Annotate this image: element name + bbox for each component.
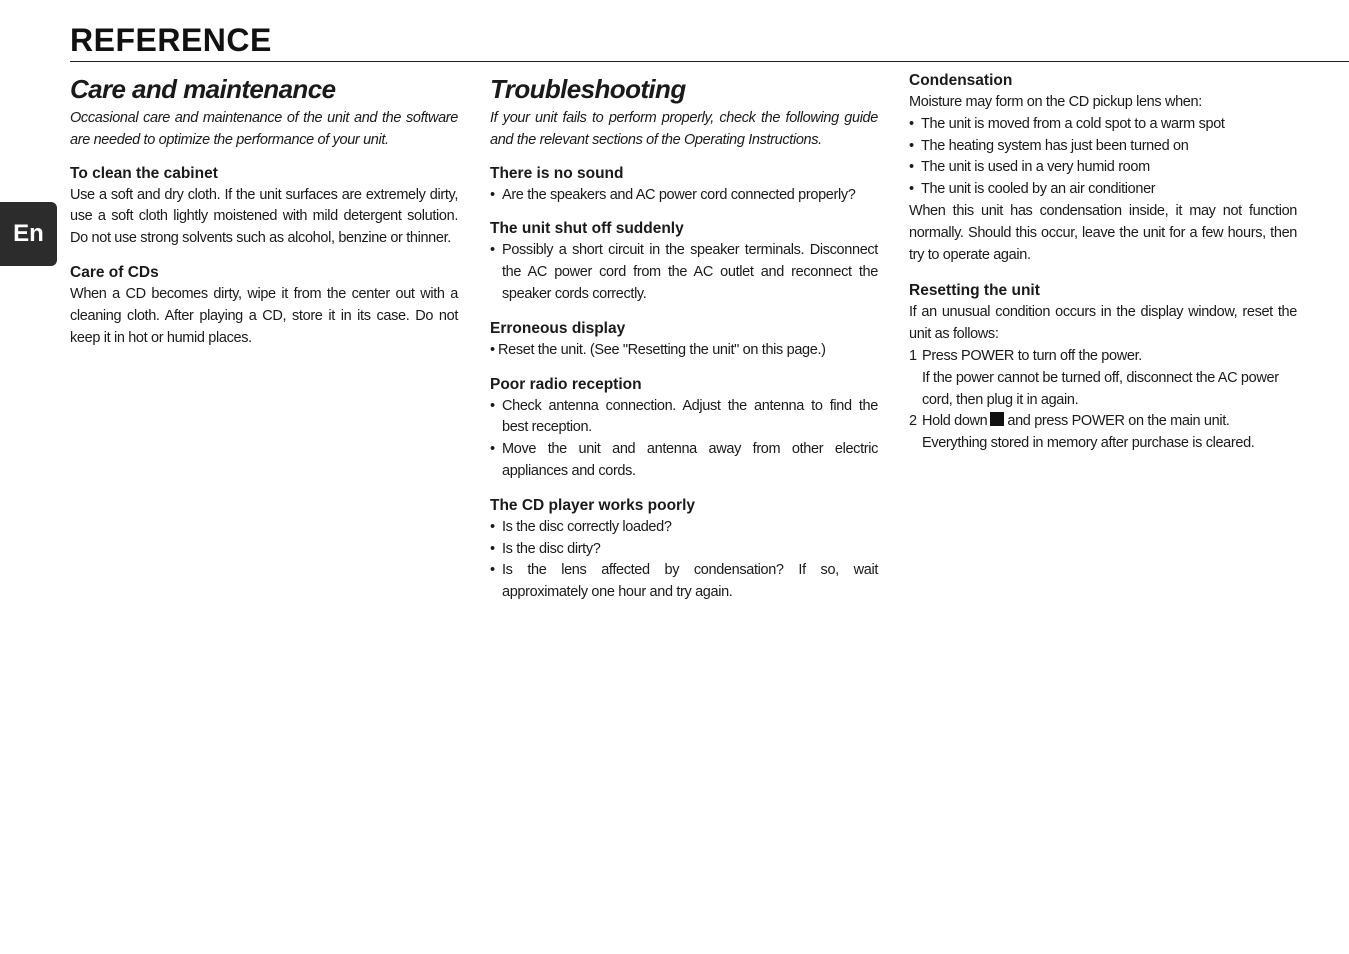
reset-block	[909, 280, 1297, 455]
no-sound-block	[490, 163, 878, 207]
list-item: • Reset the unit. (See "Resetting the unit" on this page.)	[490, 340, 878, 362]
condensation-reset-column	[909, 70, 1297, 467]
bullet: •	[490, 562, 495, 579]
bullet: •	[909, 115, 914, 132]
bullet: •	[490, 540, 495, 557]
reset-heading: Resetting the unit	[909, 282, 1040, 300]
section-title-troubleshooting: Troubleshooting	[490, 74, 686, 104]
title-divider	[70, 61, 1349, 62]
cabinet-heading: To clean the cabinet	[70, 164, 218, 182]
condensation-block	[909, 70, 1297, 266]
radio-heading: Poor radio reception	[490, 375, 642, 393]
bullet: •	[490, 186, 495, 203]
cabinet-block	[70, 163, 458, 250]
section-title-care: Care and maintenance	[70, 74, 336, 104]
care-intro: Occasional care and maintenance of the unit and the software are needed to optimize the performance of your unit.	[70, 110, 458, 148]
bullet: •	[490, 242, 495, 259]
step-number: 2	[909, 413, 917, 430]
no-sound-heading: There is no sound	[490, 164, 624, 182]
bullet: •	[909, 137, 914, 154]
erroneous-heading: Erroneous display	[490, 319, 626, 337]
bullet: •	[909, 181, 914, 198]
list-item: • Is the disc dirty?	[490, 539, 878, 561]
care-column	[70, 72, 458, 361]
bullet: •	[909, 159, 914, 176]
bullet: •	[490, 441, 495, 458]
condensation-intro: Moisture may form on the CD pickup lens when:	[909, 94, 1202, 110]
cd-player-heading: The CD player works poorly	[490, 496, 695, 514]
troubleshooting-column	[490, 72, 878, 616]
reset-step-1	[909, 346, 1297, 411]
list-item: • Is the lens affected by condensation? If so, wait approximately one hour and try again.	[490, 562, 878, 601]
step-text: Press POWER to turn off the power.	[922, 347, 1142, 364]
bullet: •	[490, 518, 495, 535]
list-item: • Is the disc correctly loaded?	[490, 517, 878, 539]
condensation-outro: When this unit has condensation inside, it may not function normally. Should this occur, leave the unit for a few hours, then try to operate again.	[909, 202, 1297, 263]
step-text: Hold down and press POWER on the main unit.	[922, 413, 1230, 430]
list-item: • The unit is used in a very humid room	[909, 157, 1297, 179]
cds-text: When a CD becomes dirty, wipe it from the center out with a cleaning cloth. After playing a CD, store it in its case. Do not keep it in hot or humid places.	[70, 285, 458, 346]
list-item: • Check antenna connection. Adjust the antenna to find the best reception.	[490, 397, 878, 436]
list-item: • The heating system has just been turned on	[909, 136, 1297, 158]
reset-step-2	[909, 411, 1297, 455]
step-number: 1	[909, 347, 917, 364]
cds-block	[70, 262, 458, 349]
shut-off-block	[490, 218, 878, 305]
radio-block	[490, 374, 878, 483]
step-note: Everything stored in memory after purchase is cleared.	[922, 435, 1255, 452]
troubleshooting-intro: If your unit fails to perform properly, check the following guide and the relevant sections of the Operating Instructions.	[490, 110, 878, 148]
erroneous-block	[490, 318, 878, 362]
language-tab: En	[0, 202, 57, 266]
list-item: • The unit is cooled by an air conditioner	[909, 179, 1297, 201]
cd-player-block	[490, 495, 878, 604]
bullet: •	[490, 397, 495, 414]
list-item: • Move the unit and antenna away from other electric appliances and cords.	[490, 441, 878, 479]
list-item: • Possibly a short circuit in the speaker terminals. Disconnect the AC power cord from the AC outlet and reconnect the speaker cords correctly.	[490, 242, 878, 302]
list-item: • The unit is moved from a cold spot to a warm spot	[909, 114, 1297, 136]
reset-intro: If an unusual condition occurs in the display window, reset the unit as follows:	[909, 304, 1297, 343]
step-note: If the power cannot be turned off, disconnect the AC power cord, then plug it in again.	[922, 369, 1279, 408]
list-item: • Are the speakers and AC power cord connected properly?	[490, 185, 878, 207]
condensation-heading: Condensation	[909, 72, 1013, 89]
cds-heading: Care of CDs	[70, 263, 159, 281]
cabinet-text: Use a soft and dry cloth. If the unit surfaces are extremely dirty, use a soft cloth lightly moistened with mild detergent solution. Do not use strong solvents such as alcohol, benzine or thinner.	[70, 186, 458, 247]
shut-off-heading: The unit shut off suddenly	[490, 220, 684, 238]
page-title: REFERENCE	[70, 22, 272, 58]
stop-icon	[990, 412, 1004, 426]
bullet: •	[490, 341, 495, 358]
